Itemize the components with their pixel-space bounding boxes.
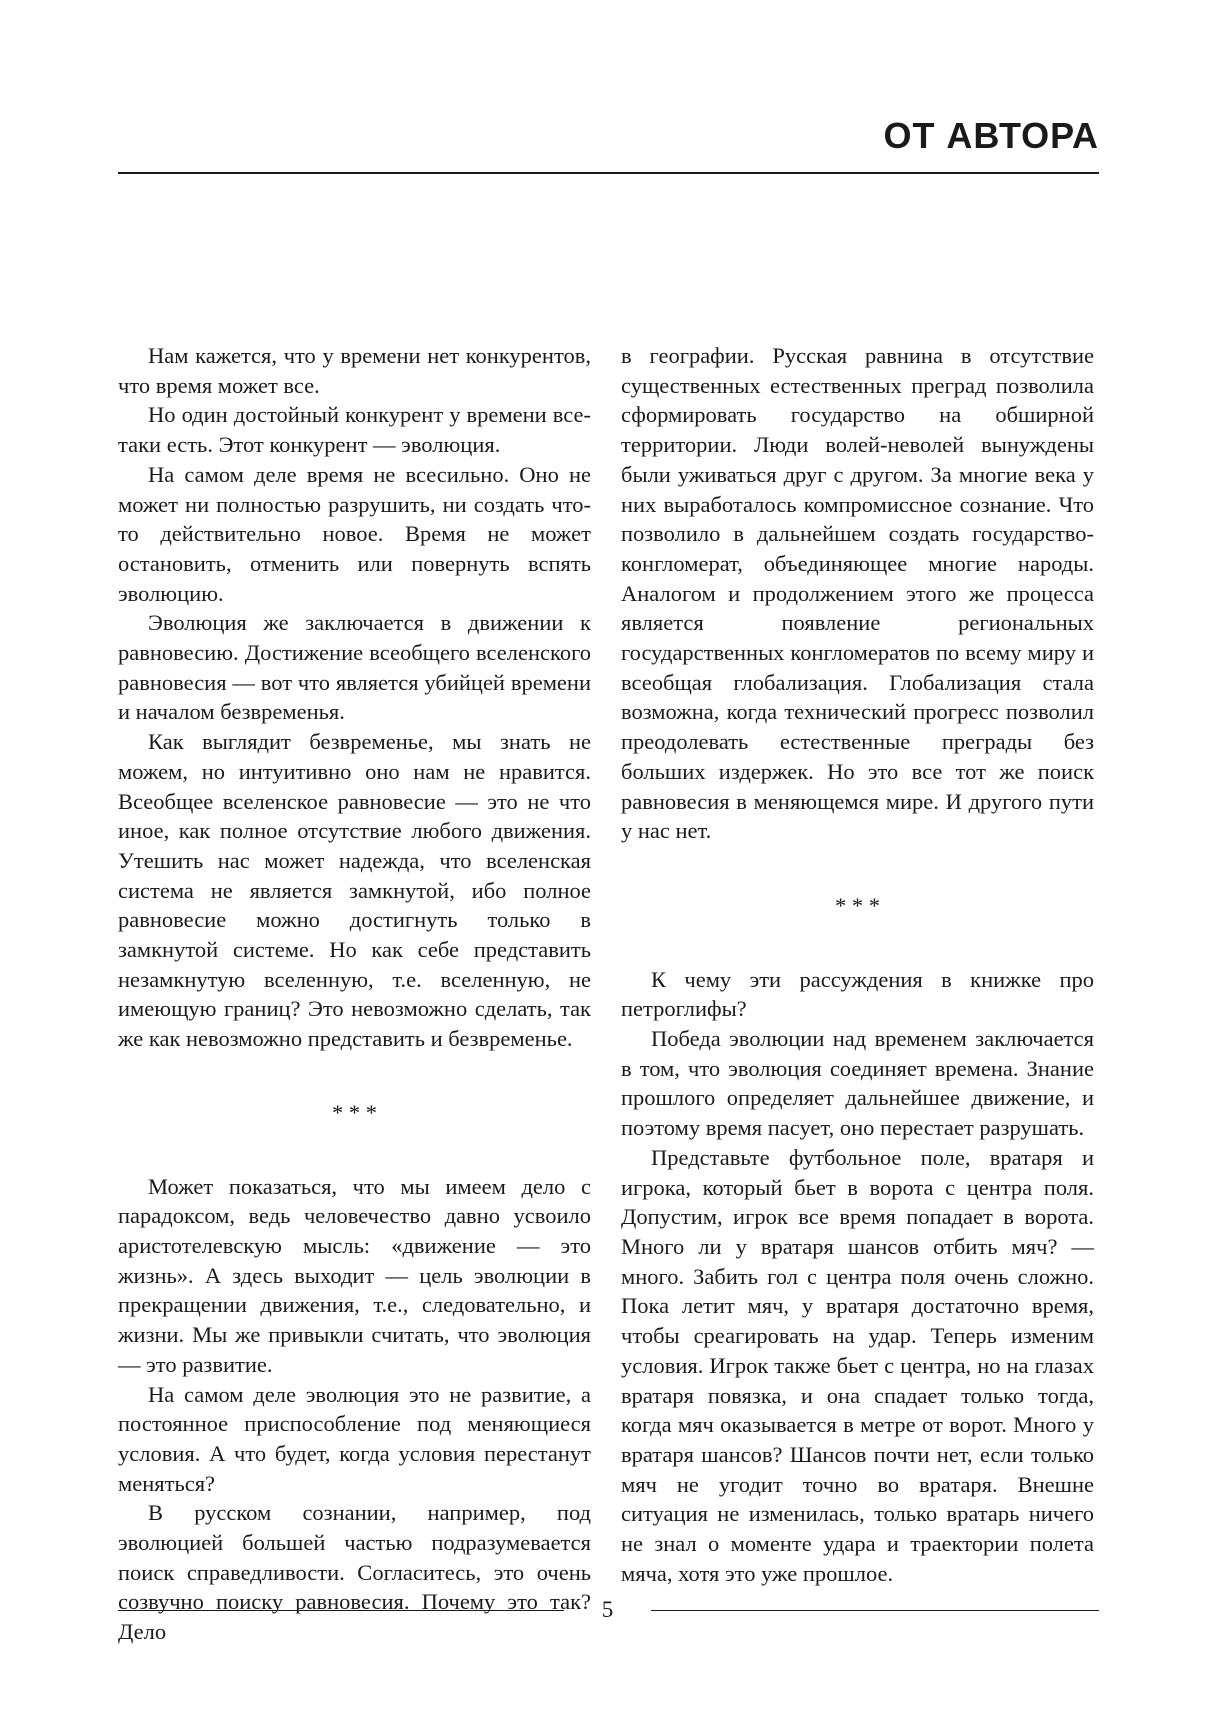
paragraph: Победа эволюции над временем заключается в том, что эволюция соединяет времена. Знание прошлого определяет дальнейшее движение, и поэтому время пасует, оно перестает разрушать.: [621, 1026, 1094, 1141]
paragraph: Представьте футбольное поле, вратаря и игрока, который бьет в ворота с центра поля. Допустим, игрок все время попадает в ворота. Много ли у вратаря шансов отбить мяч? — много. Забить гол с центра поля очень сложно. Пока летит мяч, у вратаря достаточно время, чтобы среагировать на удар. Теперь изменим условия. Игрок также бьет с центра, но на глазах вратаря повязка, и она спадает только тогда, когда мяч оказывается в метре от ворот. Много у вратаря шансов? Шансов почти нет, если только мяч не угодит точно во вратаря. Внешне ситуация не изменилась, только вратарь ничего не знал о моменте удара и траектории полета мяча, хотя это уже прошлое.: [621, 1144, 1094, 1586]
footer-rule-right: [651, 1610, 1099, 1611]
paragraph: На самом деле время не всесильно. Оно не может ни полностью разрушить, ни создать что-то действительно новое. Время не может остановить, отменить или повернуть вспять эволюцию.: [118, 461, 591, 606]
footer-rule-left: [118, 1610, 564, 1611]
paragraph: Может показаться, что мы имеем дело с парадоксом, ведь человечество давно усвоило аристотелевскую мысль: «движение — это жизнь». А здесь выходит — цель эволюции в прекращении движения, т.е., следовательно, и жизни. Мы же привыкли считать, что эволюция — это развитие.: [118, 1173, 591, 1377]
paragraph: Нам кажется, что у времени нет конкурентов, что время может все.: [118, 343, 591, 398]
paragraph-continuation: в географии. Русская равнина в отсутствие существенных естественных преград позволила сформировать государство на обширной территории. Люди волей-неволей вынуждены были уживаться друг с другом. За многие века у них выработалось компромиссное сознание. Что позволило в дальнейшем создать государство-конгломерат, объединяющее многие народы. Аналогом и продолжением этого же процесса является появление региональных государственных конгломератов по всему миру и всеобщая глобализация. Глобализация стала возможна, когда технический прогресс позволил преодолевать естественные преграды без больших издержек. Но это все тот же поиск равновесия в меняющемся мире. И другого пути у нас нет.: [621, 343, 1094, 844]
paragraph: К чему эти рассуждения в книжке про петроглифы?: [621, 966, 1094, 1022]
page-title: ОТ АВТОРА: [883, 115, 1099, 156]
paragraph: На самом деле эволюция это не развитие, а постоянное приспособление под меняющиеся условия. А что будет, когда условия перестанут меняться?: [118, 1381, 591, 1496]
page-number: 5: [601, 1597, 614, 1622]
right-column: [621, 341, 1094, 1588]
section-separator: * * *: [332, 1099, 377, 1125]
paragraph: Эволюция же заключается в движении к равновесию. Достижение всеобщего вселенского равновесия — вот что является убийцей времени и началом безвременья.: [118, 610, 591, 725]
paragraph: В русском сознании, например, под эволюцией большей частью подразумевается поиск справедливости. Согласитесь, это очень созвучно поиску равновесия. Почему это так? Дело: [118, 1500, 591, 1645]
paragraph: Как выглядит безвременье, мы знать не можем, но интуитивно оно нам не нравится. Всеобщее вселенское равновесие — это не что иное, как полное отсутствие любого движения. Утешить нас может надежда, что вселенская система не является замкнутой, ибо полное равновесие можно достигнуть только в замкнутой системе. Но как себе представить незамкнутую вселенную, т.е. вселенную, не имеющую границ? Это невозможно сделать, так же как невозможно представить и безвременье.: [118, 729, 591, 1052]
section-separator: * * *: [835, 892, 880, 918]
left-column: [118, 341, 591, 1647]
title-rule: [118, 172, 1099, 174]
paragraph: Но один достойный конкурент у времени все-таки есть. Этот конкурент — эволюция.: [118, 402, 591, 458]
